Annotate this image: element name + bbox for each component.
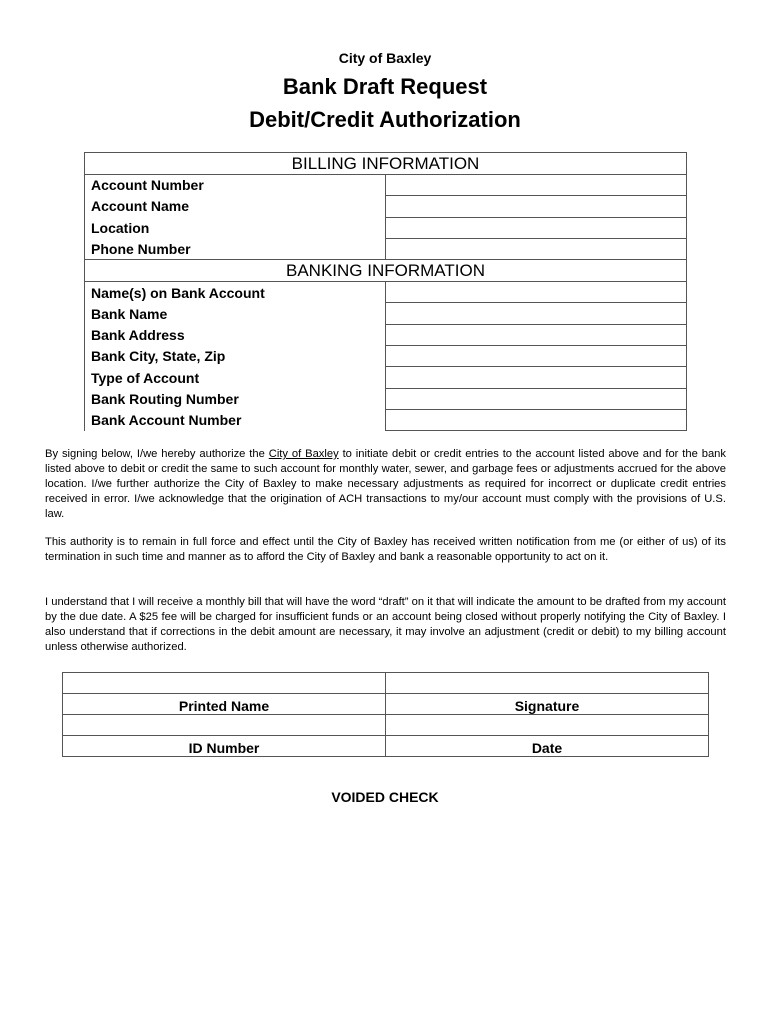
signature-label: Signature [386,694,709,715]
form-subtitle: Debit/Credit Authorization [249,107,521,132]
city-of-baxley-link[interactable]: City of Baxley [268,448,339,460]
field-label-type-of-account: Type of Account [85,367,386,388]
authority-duration-paragraph: This authority is to remain in full force and effect until the City of Baxley has received written notification from me (or either of us) of its termination in such time and manner as to afford the City of Baxley and bank a reasonable opportunity to act on it. [45,536,726,563]
signature-table [62,672,709,757]
printed-name-field[interactable] [63,673,386,694]
field-label-account-name: Account Name [85,196,386,217]
type-of-account-field[interactable] [386,367,687,388]
account-number-field[interactable] [386,175,687,196]
signature-field[interactable] [386,673,709,694]
field-label-names-on-account: Name(s) on Bank Account [85,282,386,303]
voided-check-label: VOIDED CHECK [331,789,439,805]
date-field[interactable] [386,715,709,736]
field-label-phone-number: Phone Number [85,238,386,259]
id-number-field[interactable] [63,715,386,736]
banking-section-title: BANKING INFORMATION [85,260,687,282]
bank-city-state-zip-field[interactable] [386,346,687,367]
field-label-routing-number: Bank Routing Number [85,388,386,409]
field-label-bank-name: Bank Name [85,303,386,324]
billing-section-title: BILLING INFORMATION [85,153,687,175]
account-name-field[interactable] [386,196,687,217]
field-label-bank-address: Bank Address [85,324,386,345]
id-number-label: ID Number [63,736,386,757]
field-label-account-number: Account Number [85,175,386,196]
field-label-location: Location [85,217,386,238]
date-label: Date [386,736,709,757]
bank-account-number-field[interactable] [386,409,687,430]
routing-number-field[interactable] [386,388,687,409]
names-on-account-field[interactable] [386,282,687,303]
p1-after: to initiate debit or credit entries to the account listed above and for the bank listed above to debit or credit the same to such account for monthly water, sewer, and garbage fees or adjustments accrued for the above location. I/we further authorize the City of Baxley to make necessary adjustments as required for incorrect or duplicate credit entries received in error. I/we acknowledge that the origination of ACH transactions to my/our account must comply with the provisions of U.S. law. [45,448,726,520]
form-title: Bank Draft Request [282,74,488,99]
billing-understanding-paragraph: I understand that I will receive a monthly bill that will have the word “draft” on it that will indicate the amount to be drafted from my account by the due date. A $25 fee will be charged for insufficient funds or an account being closed without properly notifying the City of Baxley. I also understand that if corrections in the debit amount are necessary, it may involve an adjustment (credit or debit) to my billing account unless otherwise authorized. [45,596,726,653]
p1-before: By signing below, I/we hereby authorize the [45,448,269,460]
bank-address-field[interactable] [386,324,687,345]
authorization-paragraph [45,447,726,522]
location-field[interactable] [386,217,687,238]
field-label-bank-account-number: Bank Account Number [85,409,386,430]
information-table [84,152,687,431]
bank-name-field[interactable] [386,303,687,324]
phone-number-field[interactable] [386,238,687,259]
field-label-bank-city-state-zip: Bank City, State, Zip [85,346,386,367]
printed-name-label: Printed Name [63,694,386,715]
city-name: City of Baxley [338,50,432,66]
